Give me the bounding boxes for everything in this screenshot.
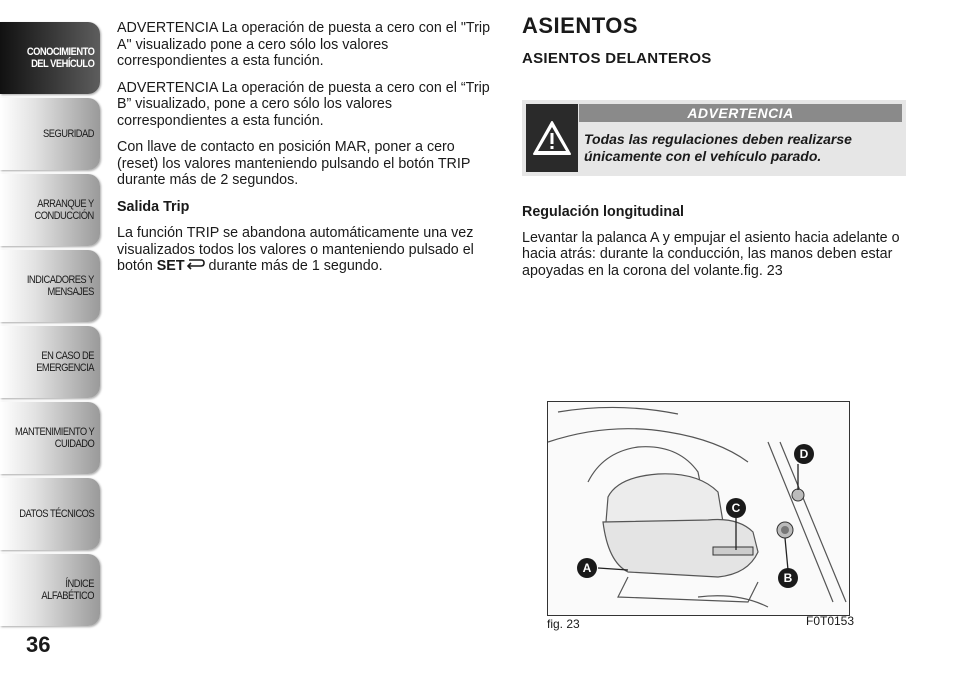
warning-header: ADVERTENCIA [579, 104, 902, 122]
advertencia-trip-b: ADVERTENCIA La operación de puesta a cero con el “Trip B” visualizado, pone a cero sólo los valores correspondientes a esta función. [117, 79, 490, 129]
salida-trip-text-a: La función TRIP se abandona automáticamente una vez visualizados todos los valores o manteniendo pulsado el botón [117, 225, 474, 274]
section-title: ASIENTOS [522, 13, 639, 38]
marker-a-label: A [582, 561, 592, 575]
right-column-header [522, 13, 906, 77]
marker-a [577, 558, 597, 578]
figure-code: F0T0153 [806, 614, 855, 628]
marker-c-label: C [731, 501, 741, 515]
tab-label: ÍNDICE ALFABÉTICO [41, 578, 94, 602]
section-subtitle: ASIENTOS DELANTEROS [522, 49, 712, 67]
set-button-label: SET [156, 258, 185, 274]
reset-instructions: Con llave de contacto en posición MAR, poner a cero (reset) los valores manteniendo pulsando el botón TRIP durante más de 2 segundos. [117, 139, 471, 188]
marker-b-label: B [783, 571, 793, 585]
tab-label: SEGURIDAD [43, 128, 94, 140]
tab-arranque[interactable] [0, 174, 100, 246]
figure-caption: fig. 23 [547, 617, 580, 631]
regulacion-text: Levantar la palanca A y empujar el asiento hacia adelante o hacia atrás: durante la conducción, las manos deben estar apoyadas en la corona del volante.fig. 23 [522, 229, 900, 279]
seat-figure [547, 401, 850, 616]
seat-illustration [548, 402, 849, 615]
right-column-body [522, 204, 906, 289]
salida-trip-text-b: durante más de 1 segundo. [204, 258, 383, 274]
subheading-salida-trip: Salida Trip [117, 198, 190, 215]
tab-label: ARRANQUE Y CONDUCCIÓN [34, 198, 94, 222]
tab-indicadores[interactable] [0, 250, 100, 322]
marker-b [778, 568, 798, 588]
left-column [117, 20, 497, 285]
warning-text: Todas las regulaciones deben realizarse únicamente con el vehículo parado. [584, 131, 852, 164]
tab-label: DATOS TÉCNICOS [19, 508, 94, 520]
tab-conocimiento[interactable] [0, 22, 100, 94]
marker-d [794, 444, 814, 464]
subheading-regulacion: Regulación longitudinal [522, 204, 685, 220]
tab-datos-tecnicos[interactable] [0, 478, 100, 550]
salida-trip-text [117, 225, 497, 275]
tab-indice[interactable] [0, 554, 100, 626]
marker-c [726, 498, 746, 518]
tab-label: EN CASO DE EMERGENCIA [36, 350, 94, 374]
advertencia-trip-a: ADVERTENCIA La operación de puesta a cero con el "Trip A" visualizado pone a cero sólo los valores correspondientes a esta función. [117, 20, 491, 69]
set-return-icon [185, 258, 205, 274]
tab-emergencia[interactable] [0, 326, 100, 398]
tab-mantenimiento[interactable] [0, 402, 100, 474]
warning-triangle-icon [526, 104, 578, 172]
tab-label: INDICADORES Y MENSAJES [27, 274, 94, 298]
tab-label: MANTENIMIENTO Y CUIDADO [14, 426, 94, 450]
tab-seguridad[interactable] [0, 98, 100, 170]
tab-label: CONOCIMIENTO DEL VEHÍCULO [26, 46, 94, 70]
marker-d-label: D [799, 447, 809, 461]
page-number: 36 [26, 632, 51, 657]
